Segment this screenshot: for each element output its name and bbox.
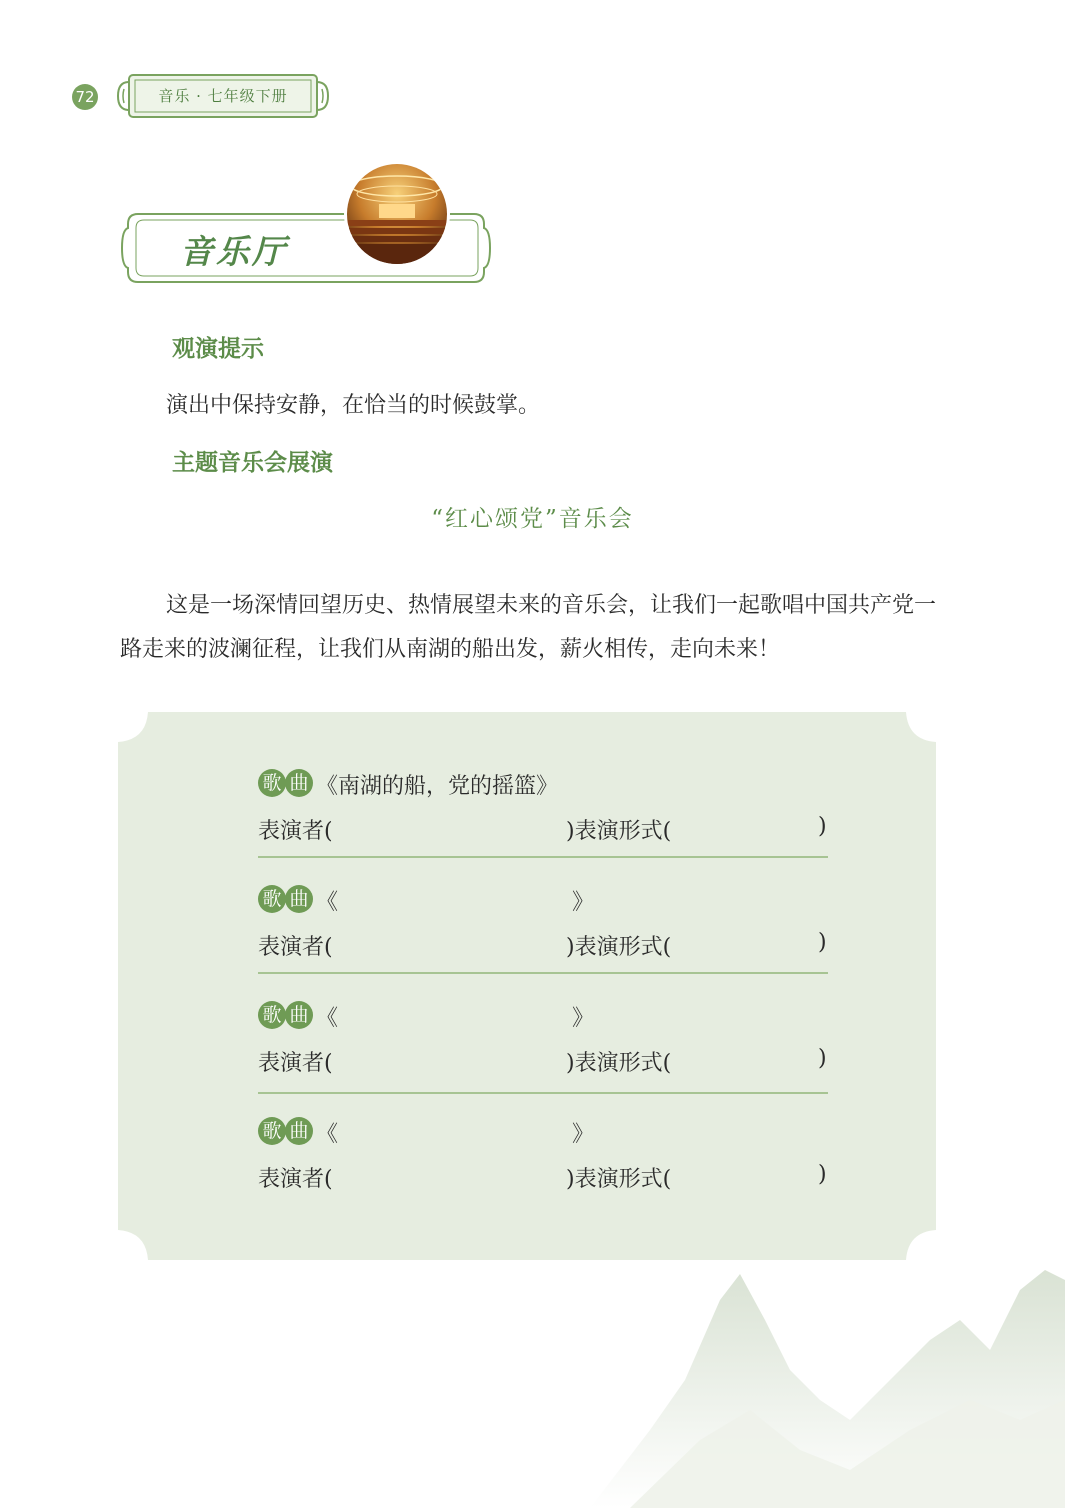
song-entry: 歌 曲 《 》 表演者( )表演形式( ) (258, 1114, 830, 1194)
song-entry: 歌 曲 《 南湖的船，党的摇篮 》 表演者( )表演形式( ) (258, 766, 830, 846)
tips-heading: 观演提示 (172, 336, 264, 362)
performer-label: 表演者( (258, 1051, 333, 1076)
song-badge: 歌 曲 (258, 1117, 314, 1147)
form-label: )表演形式( (566, 1167, 672, 1192)
tips-text: 演出中保持安静，在恰当的时候鼓掌。 (166, 393, 541, 418)
song-badge: 歌 曲 (258, 769, 314, 799)
concert-title: “红心颂党”音乐会 (431, 506, 634, 532)
concert-hall-photo (347, 164, 447, 264)
mountain-decoration (590, 1260, 1065, 1508)
divider (258, 972, 828, 974)
form-label: )表演形式( (566, 1051, 672, 1076)
page-number: 72 (72, 84, 98, 110)
song-badge: 歌 曲 (258, 1001, 314, 1031)
song-entry: 歌 曲 《 》 表演者( )表演形式( ) (258, 998, 830, 1078)
book-title: 音乐 · 七年级下册 (158, 87, 288, 105)
concert-intro: 这是一场深情回望历史、热情展望未来的音乐会，让我们一起歌唱中国共产党一路走来的波澜征程，让我们从南湖的船出发，薪火相传，走向未来！ (120, 593, 937, 662)
concert-heading: 主题音乐会展演 (172, 450, 333, 476)
song-name[interactable]: 南湖的船，党的摇篮 (338, 773, 537, 799)
form-label: )表演形式( (566, 819, 672, 844)
section-title: 音乐厅 (180, 232, 288, 271)
song-badge: 歌 曲 (258, 885, 314, 915)
performer-label: 表演者( (258, 1167, 333, 1192)
form-label: )表演形式( (566, 935, 672, 960)
divider (258, 856, 828, 858)
performer-label: 表演者( (258, 935, 333, 960)
performer-label: 表演者( (258, 819, 333, 844)
song-entry: 歌 曲 《 》 表演者( )表演形式( ) (258, 882, 830, 962)
divider (258, 1092, 828, 1094)
